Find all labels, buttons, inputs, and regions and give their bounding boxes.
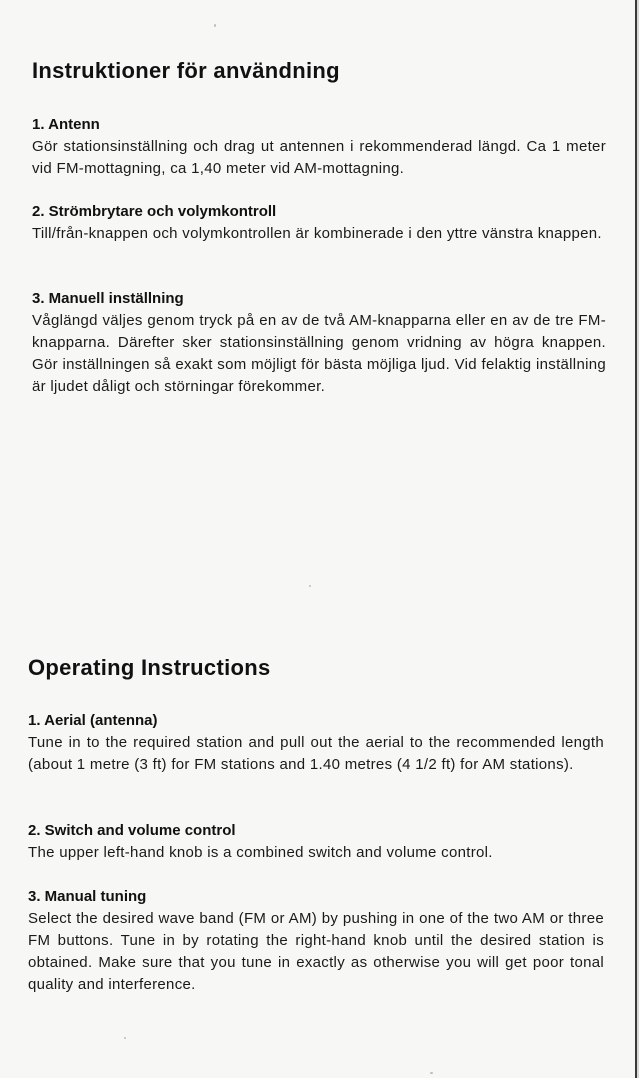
section-heading: 3. Manuell inställning	[32, 290, 184, 307]
page-edge	[635, 0, 637, 1078]
section-heading: 1. Aerial (antenna)	[28, 712, 158, 729]
english-title: Operating Instructions	[28, 655, 271, 680]
section-body: Våglängd väljes genom tryck på en av de två AM-knapparna eller en av de tre FM-knapparna. Därefter sker stationsinställning genom vridning av högra knappen. Gör inställningen så exakt som möjligt för bästa möjliga ljud. Vid felaktig inställning är ljudet dåligt och störningar förekommer.	[32, 312, 606, 395]
scan-speck	[309, 585, 311, 587]
english-section-aerial	[28, 710, 604, 776]
scan-speck	[214, 24, 216, 27]
section-body: The upper left-hand knob is a combined switch and volume control.	[28, 844, 493, 861]
section-heading: 2. Strömbrytare och volymkontroll	[32, 203, 277, 220]
scan-speck	[124, 1037, 126, 1039]
swedish-section-manual-tuning	[32, 288, 606, 398]
section-body: Select the desired wave band (FM or AM) by pushing in one of the two AM or three FM buttons. Tune in by rotating the right-hand knob until the desired station is obtained. Make sure that you tune in exactly as otherwise you will get poor tonal quality and interference.	[28, 910, 604, 993]
swedish-section-switch-volume	[32, 201, 606, 245]
scan-speck	[430, 1072, 433, 1074]
english-section-manual-tuning	[28, 886, 604, 996]
section-body: Gör stationsinställning och drag ut antennen i rekommenderad längd. Ca 1 meter vid FM-mottagning, ca 1,40 meter vid AM-mottagning.	[32, 138, 606, 177]
section-heading: 1. Antenn	[32, 116, 100, 133]
section-heading: 2. Switch and volume control	[28, 822, 236, 839]
section-body: Tune in to the required station and pull out the aerial to the recommended length (about 1 metre (3 ft) for FM stations and 1.40 metres (4 1/2 ft) for AM stations).	[28, 734, 604, 773]
swedish-section-antenna	[32, 114, 606, 180]
section-body: Till/från-knappen och volymkontrollen är kombinerade i den yttre vänstra knappen.	[32, 225, 602, 242]
english-section-switch-volume	[28, 820, 604, 864]
section-heading: 3. Manual tuning	[28, 888, 147, 905]
swedish-title: Instruktioner för användning	[32, 58, 340, 83]
